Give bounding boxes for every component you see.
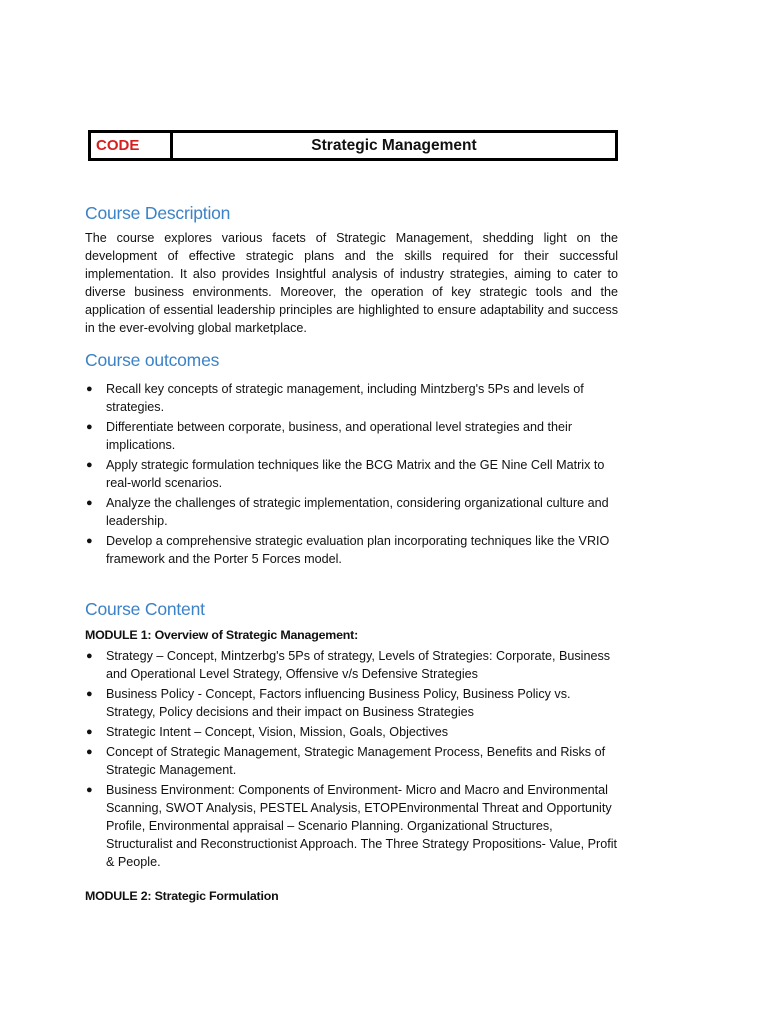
list-item: ● Develop a comprehensive strategic evaluation plan incorporating techniques like the VRIO framework and the Porter 5 Forces model.	[86, 534, 610, 566]
bullet-icon: ●	[86, 726, 93, 738]
list-item: ● Business Policy - Concept, Factors influencing Business Policy, Business Policy vs. Strategy, Policy decisions and their impact on Business Strategies	[86, 687, 571, 719]
module-1-title: MODULE 1: Overview of Strategic Management:	[85, 628, 359, 642]
list-item: ● Recall key concepts of strategic management, including Mintzberg's 5Ps and levels of strategies.	[86, 382, 584, 414]
course-title-cell: Strategic Management	[311, 137, 477, 154]
bullet-icon: ●	[86, 746, 93, 758]
bullet-icon: ●	[86, 535, 93, 547]
bullet-icon: ●	[86, 497, 93, 509]
list-item: ● Strategy – Concept, Mintzerbg's 5Ps of strategy, Levels of Strategies: Corporate, Business and Operational Level Strategy, Offensive v/s Defensive Strategies	[86, 649, 611, 681]
module-1-list	[85, 647, 620, 873]
course-code-cell: CODE	[91, 133, 173, 158]
bullet-icon: ●	[86, 383, 93, 395]
course-outcomes-heading: Course outcomes	[85, 350, 220, 370]
list-item: ● Concept of Strategic Management, Strategic Management Process, Benefits and Risks of Strategic Management.	[86, 745, 606, 777]
course-header-table	[88, 130, 618, 161]
bullet-icon: ●	[86, 650, 93, 662]
bullet-icon: ●	[86, 459, 93, 471]
module-2-title: MODULE 2: Strategic Formulation	[85, 889, 279, 903]
list-item: ● Analyze the challenges of strategic implementation, considering organizational culture and leadership.	[86, 496, 609, 528]
bullet-icon: ●	[86, 421, 93, 433]
list-item: ● Business Environment: Components of Environment- Micro and Macro and Environmental Scanning, SWOT Analysis, PESTEL Analysis, ETOPEnvironmental Threat and Opportunity Profile, Environmental appraisal – Scenario Planning. Organizational Structures, Structuralist and Reconstructionist Approach. The Three Strategy Propositions- Value, Profit & People.	[86, 783, 618, 869]
list-item: ● Apply strategic formulation techniques like the BCG Matrix and the GE Nine Cell Matrix to real-world scenarios.	[86, 458, 605, 490]
list-item: ● Differentiate between corporate, business, and operational level strategies and their implications.	[86, 420, 573, 452]
list-item: ● Strategic Intent – Concept, Vision, Mission, Goals, Objectives	[86, 725, 449, 739]
course-description-heading: Course Description	[85, 203, 231, 223]
bullet-icon: ●	[86, 688, 93, 700]
outcomes-list	[85, 380, 620, 570]
bullet-icon: ●	[86, 784, 93, 796]
course-content-heading: Course Content	[85, 599, 205, 619]
course-description-text: The course explores various facets of Strategic Management, shedding light on the development of effective strategic plans and the skills required for their successful implementation. It also provides Insightful analysis of industry strategies, aiming to cater to diverse business environments. Moreover, the operation of key strategic tools and the application of essential leadership principles are highlighted to ensure adaptability and success in the ever-evolving global marketplace.	[85, 231, 618, 335]
